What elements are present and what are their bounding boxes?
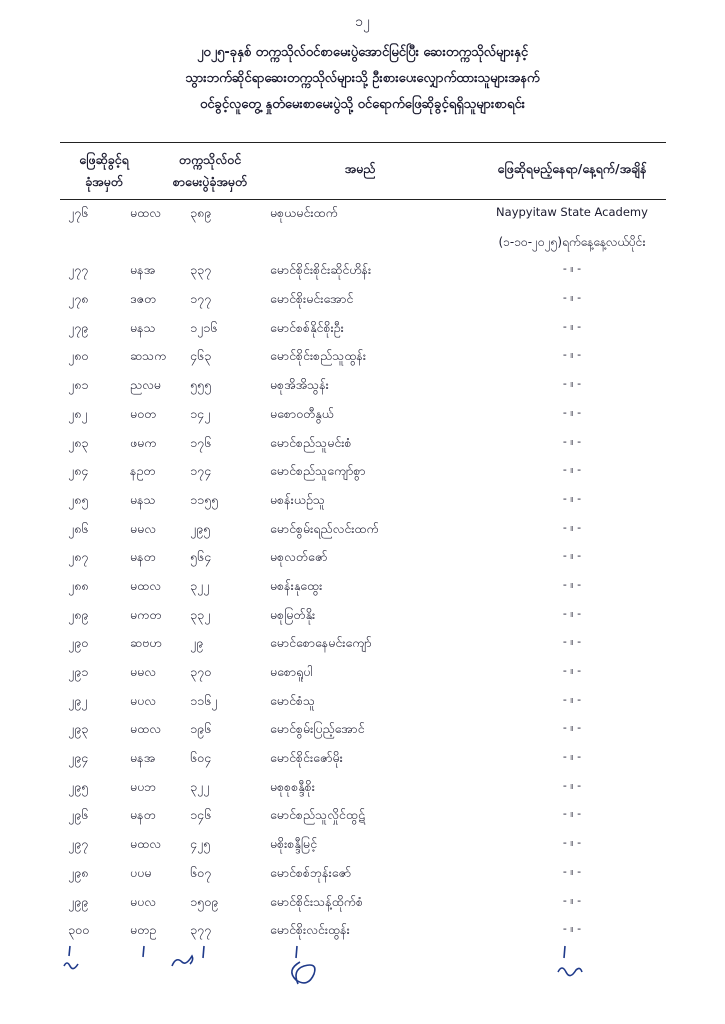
exam-number: ၁၁၅၅	[190, 491, 219, 507]
seat-number: ၂၉၃	[68, 721, 89, 737]
exam-prefix: မတဥ	[130, 922, 157, 938]
table-body	[60, 200, 666, 946]
seat-number: ၂၉၄	[68, 750, 89, 766]
exam-prefix: ပပမ	[130, 864, 152, 880]
exam-number: ၃၇၀	[190, 664, 212, 679]
exam-prefix: မထလ	[130, 205, 161, 220]
seat-number: ၂၇၈	[68, 291, 89, 307]
tick-mark-4	[296, 946, 297, 958]
exam-prefix: မနတ	[130, 549, 156, 565]
seat-number: ၂၉၁	[68, 664, 89, 679]
exam-number: ၁၂၁၆	[190, 319, 218, 335]
venue: - ။ -	[562, 491, 582, 505]
table-row	[60, 745, 666, 774]
seat-number: ၂၈၈	[68, 577, 89, 593]
seat-number: ၂၈၀	[68, 348, 89, 364]
table-row	[60, 401, 666, 430]
header-name: အမည်	[344, 161, 376, 176]
candidate-name: မစိုးစန္ဒီမြင့်	[270, 836, 318, 852]
exam-number: ၂၉	[190, 635, 204, 651]
seat-number: ၂၉၇	[68, 836, 89, 852]
venue: - ။ -	[562, 664, 582, 677]
seat-number: ၂၈၃	[68, 434, 89, 450]
header-exam-no	[140, 149, 280, 193]
header-venue: ဖြေဆိုရမည့်နေရာ/နေ့ရက်/အချိန်	[497, 161, 647, 176]
candidate-name: မောင်စံသူ	[270, 692, 316, 708]
signature-2	[172, 956, 193, 966]
venue: - ။ -	[562, 606, 582, 620]
exam-prefix: မမလ	[130, 664, 157, 679]
venue: - ။ -	[562, 922, 582, 936]
table-row	[60, 458, 666, 487]
exam-prefix: မဝတ	[130, 405, 157, 421]
exam-prefix: ဖမက	[130, 434, 157, 450]
venue: - ။ -	[562, 721, 582, 735]
candidate-name: မောင်စိုင်းစိုင်းဆိုင်ဟိန်း	[270, 262, 372, 278]
candidate-name: မောင်စစ်နိုင်စိုးဦး	[270, 319, 344, 335]
table-row	[60, 315, 666, 344]
exam-number: ၅၆၄	[190, 549, 212, 565]
exam-number: ၁၅၀၉	[190, 893, 219, 909]
seat-number: ၂၉၅	[68, 778, 89, 794]
exam-number: ၄၂၅	[190, 836, 211, 852]
venue-date: (၁-၁၀-၂၀၂၅)ရက်နေ့နေ့လယ်ပိုင်း	[498, 234, 646, 249]
exam-prefix: ဆဗဟ	[130, 635, 162, 651]
venue: - ။ -	[562, 692, 582, 706]
exam-number: ၁၄၂	[190, 405, 211, 421]
exam-prefix: နဥတ	[130, 463, 156, 479]
exam-prefix: မထလ	[130, 836, 161, 852]
candidate-name: မစုအိအိသွန်း	[270, 377, 329, 393]
table-row	[60, 889, 666, 918]
exam-prefix: မပလ	[130, 893, 156, 909]
venue: - ။ -	[562, 348, 582, 362]
seat-number: ၃၀၀	[68, 922, 90, 938]
exam-prefix: မကတ	[130, 606, 162, 622]
exam-number: ၁၇၄	[190, 463, 212, 479]
exam-number: ၃၇၇	[190, 922, 212, 938]
venue: - ။ -	[562, 319, 582, 333]
candidate-name: မစုလတ်ဇော်	[270, 549, 328, 565]
heading-line-3: ဝင်ခွင့်လူတွေ့ နှုတ်မေးစာမေးပွဲသို့ ဝင်ရောက်ဖြေဆိုခွင့်ရရှိသူများစာရင်း	[200, 97, 525, 112]
candidate-name: မစောဝတီနွယ်	[270, 405, 334, 421]
exam-number: ၁၁၆၂	[190, 692, 218, 708]
candidate-name: မောင်စည်သူလှိုင်ထွဋ်	[270, 807, 365, 823]
heading-line-1: ၂၀၂၅-ခုနှစ် တက္ကသိုလ်ဝင်စာမေးပွဲအောင်မြင်ပြီး ဆေးတက္ကသိုလ်များနှင့်	[196, 45, 529, 60]
candidate-name: မောင်စွမ်းရည်လင်းထက်	[270, 520, 379, 536]
candidate-name: မောင်စိုင်းဇော်မိုး	[270, 750, 343, 766]
exam-prefix: မနအ	[130, 750, 156, 766]
exam-prefix: မနသ	[130, 319, 156, 335]
candidate-name: မောင်စစ်ဘုန်းဇော်	[270, 864, 352, 880]
exam-number: ၃၂၂	[190, 577, 210, 593]
candidate-name: မစန်းယဉ်သူ	[270, 491, 325, 507]
table-row	[60, 343, 666, 372]
document-heading	[60, 40, 665, 118]
table-row	[60, 573, 666, 602]
venue: - ။ -	[562, 405, 582, 419]
exam-number: ၂၉၅	[190, 520, 211, 536]
seat-number: ၂၉၀	[68, 635, 89, 651]
venue: - ။ -	[562, 750, 582, 764]
candidate-name: မောင်စွမ်းပြည့်အောင်	[270, 721, 365, 737]
table-row	[60, 257, 666, 286]
table-row	[60, 716, 666, 745]
table-row	[60, 860, 666, 889]
seat-number: ၂၉၆	[68, 807, 89, 823]
candidate-name: မစုယမင်းထက်	[270, 205, 338, 220]
seat-number: ၂၇၆	[68, 205, 89, 220]
signature-3	[292, 962, 315, 984]
exam-number: ၃၂၂	[190, 778, 210, 794]
exam-number: ၁၇၇	[190, 291, 212, 307]
candidate-name: မောင်စိုင်းသန့်ထိုက်စံ	[270, 893, 364, 909]
tick-mark-2	[143, 946, 144, 957]
candidate-name: မောင်စိုးမင်းအောင်	[270, 291, 354, 307]
header-seat-no	[64, 149, 144, 193]
venue: - ။ -	[562, 577, 582, 591]
header-exam-no-line2: စာမေးပွဲခုံအမှတ်	[172, 174, 248, 189]
table-row	[60, 630, 666, 659]
table-row	[60, 372, 666, 401]
venue-date-line	[60, 229, 666, 258]
candidate-table	[60, 142, 666, 946]
exam-prefix: ဒဇတ	[130, 291, 157, 307]
venue: - ။ -	[562, 291, 582, 305]
seat-number: ၂၉၉	[68, 893, 89, 909]
table-row	[60, 831, 666, 860]
exam-number: ၅၅၅	[190, 377, 212, 393]
table-row	[60, 200, 666, 229]
venue: - ။ -	[562, 864, 582, 878]
signature-1	[64, 963, 78, 969]
seat-number: ၂၈၇	[68, 549, 89, 565]
seat-number: ၂၈၂	[68, 405, 88, 421]
exam-prefix: မထလ	[130, 577, 161, 593]
signature-strokes	[64, 946, 582, 984]
table-row	[60, 688, 666, 717]
header-seat-no-line1: ဖြေဆိုခွင့်ရ	[79, 152, 129, 167]
heading-line-2: သွားဘက်ဆိုင်ရာဆေးတက္ကသိုလ်များသို့ ဦးစားပေးလျှောက်ထားသူများအနက်	[185, 71, 540, 86]
venue: - ။ -	[562, 463, 582, 477]
seat-number: ၂၇၇	[68, 262, 89, 278]
table-row	[60, 487, 666, 516]
table-row	[60, 286, 666, 315]
exam-prefix: မပလ	[130, 692, 156, 708]
seat-number: ၂၈၅	[68, 491, 89, 507]
signature-4	[558, 968, 582, 976]
venue: - ။ -	[562, 377, 582, 391]
exam-prefix: မထလ	[130, 721, 161, 737]
table-header	[60, 142, 666, 200]
exam-prefix: မနအ	[130, 262, 156, 278]
exam-number: ၁၉၆	[190, 721, 212, 737]
exam-number: ၃၃၂	[190, 606, 211, 622]
exam-prefix: ညလမ	[130, 377, 161, 393]
venue: Naypyitaw State Academy	[496, 205, 648, 219]
table-row	[60, 802, 666, 831]
seat-number: ၂၈၄	[68, 463, 89, 479]
signature-marks	[60, 942, 666, 1012]
exam-number: ၁၇၆	[190, 434, 212, 450]
venue: - ။ -	[562, 262, 582, 276]
venue: - ။ -	[562, 520, 582, 534]
seat-number: ၂၈၁	[68, 377, 89, 393]
exam-prefix: မနသ	[130, 491, 156, 507]
venue: - ။ -	[562, 893, 582, 907]
candidate-name: မစန်းနုထွေး	[270, 577, 323, 593]
tick-mark-5	[564, 946, 565, 958]
exam-number: ၆၀၇	[190, 864, 212, 880]
exam-number: ၃၈၉	[190, 205, 212, 220]
candidate-name: မောင်စိုင်းစည်သူထွန်း	[270, 348, 367, 364]
candidate-name: မောင်စိုးလင်းထွန်း	[270, 922, 350, 938]
candidate-name: မောင်စောနေမင်းကျော်	[270, 635, 372, 651]
venue: - ။ -	[562, 549, 582, 563]
venue: - ။ -	[562, 635, 582, 649]
exam-prefix: မနတ	[130, 807, 156, 823]
exam-number: ၁၄၆	[190, 807, 212, 823]
candidate-name: မစုစုစန္ဒီစိုး	[270, 778, 315, 794]
candidate-name: မစောရူပါ	[270, 664, 313, 679]
seat-number: ၂၉၈	[68, 864, 89, 880]
exam-prefix: မမလ	[130, 520, 157, 536]
venue: - ။ -	[562, 836, 582, 850]
exam-number: ၆၀၄	[190, 750, 212, 766]
table-row	[60, 774, 666, 803]
exam-number: ၄၆၃	[190, 348, 212, 364]
header-exam-no-line1: တက္ကသိုလ်ဝင်	[178, 152, 242, 167]
seat-number: ၂၈၉	[68, 606, 89, 622]
tick-mark-1	[69, 946, 70, 956]
table-row	[60, 602, 666, 631]
seat-number: ၂၇၉	[68, 319, 89, 335]
seat-number: ၂၈၆	[68, 520, 89, 536]
table-row	[60, 544, 666, 573]
exam-prefix: ဆသက	[130, 348, 167, 364]
table-row	[60, 659, 666, 688]
candidate-name: မောင်စည်သူကျော်စွာ	[270, 463, 366, 479]
venue: - ။ -	[562, 807, 582, 821]
table-row	[60, 430, 666, 459]
tick-mark-3	[203, 946, 204, 958]
exam-number: ၃၃၇	[190, 262, 212, 278]
venue: - ။ -	[562, 434, 582, 448]
candidate-name: မစုမြတ်နိုး	[270, 606, 316, 622]
venue: - ။ -	[562, 778, 582, 792]
signatures	[60, 942, 666, 1002]
seat-number: ၂၉၂	[68, 692, 88, 708]
page-number: ၁၂	[355, 14, 370, 30]
candidate-name: မောင်စည်သူမင်းစံ	[270, 434, 352, 450]
header-seat-no-line2: ခုံအမှတ်	[85, 174, 123, 189]
exam-prefix: မပဘ	[130, 778, 157, 794]
table-row	[60, 516, 666, 545]
